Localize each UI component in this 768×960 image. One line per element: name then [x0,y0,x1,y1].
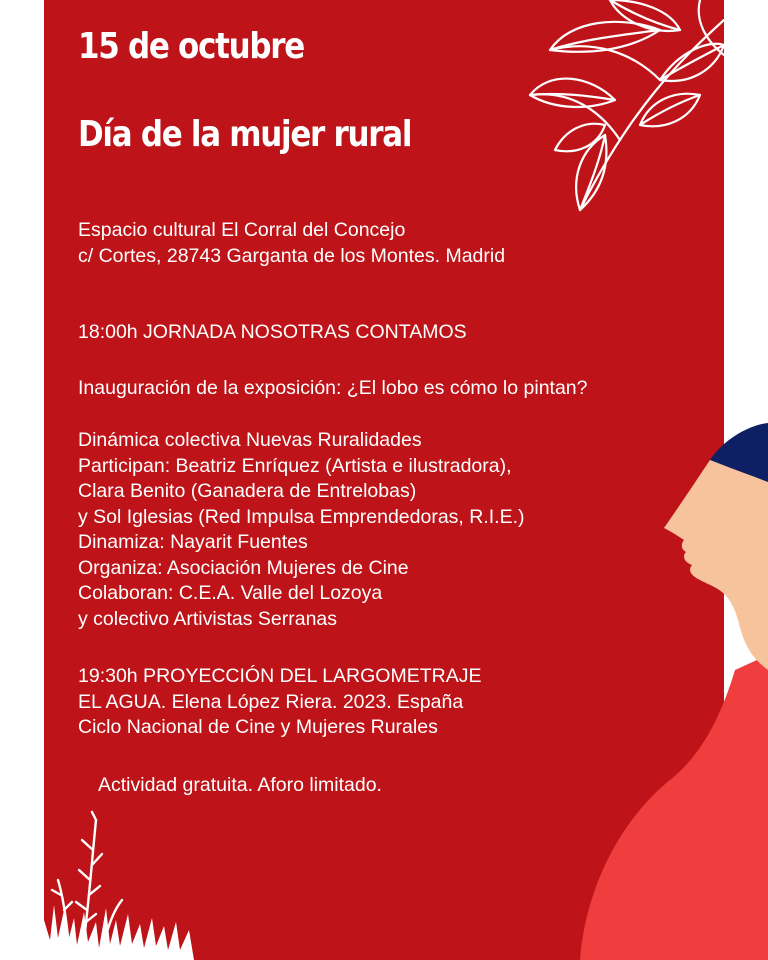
venue-block [78,218,505,269]
dynamic-line: Participan: Beatriz Enríquez (Artista e ilustradora), [78,454,512,477]
session2-line: EL AGUA. Elena López Riera. 2023. España [78,690,464,713]
woman-shirt [580,655,768,960]
venue-name: Espacio cultural El Corral del Concejo [78,219,406,241]
footer-note: Actividad gratuita. Aforo limitado. [98,774,382,796]
dynamic-line: Dinamiza: Nayarit Fuentes [78,531,308,553]
dynamic-line: y colectivo Artivistas Serranas [78,607,338,630]
leaf-branch-icon [510,0,724,216]
event-date: 15 de octubre [78,26,304,67]
dynamic-line: y Sol Iglesias (Red Impulsa Emprendedoras, R.I.E.) [78,505,525,528]
session1-heading: 18:00h JORNADA NOSOTRAS CONTAMOS [78,321,467,343]
dynamic-line: Clara Benito (Ganadera de Entrelobas) [78,480,417,502]
session2-line: Ciclo Nacional de Cine y Mujeres Rurales [78,716,438,738]
woman-profile-illustration [560,420,768,960]
event-title: Día de la mujer rural [78,114,412,155]
dynamic-block [78,428,525,632]
dynamic-line: Dinámica colectiva Nuevas Ruralidades [78,429,422,451]
session2-block [78,664,481,741]
session2-line: 19:30h PROYECCIÓN DEL LARGOMETRAJE [78,665,482,687]
venue-address: c/ Cortes, 28743 Garganta de los Montes. Madrid [78,244,506,267]
dynamic-line: Organiza: Asociación Mujeres de Cine [78,556,409,579]
inauguration-text: Inauguración de la exposición: ¿El lobo es cómo lo pintan? [78,377,588,399]
dynamic-line: Colaboran: C.E.A. Valle del Lozoya [78,582,383,604]
grass-silhouette-icon [44,810,194,960]
